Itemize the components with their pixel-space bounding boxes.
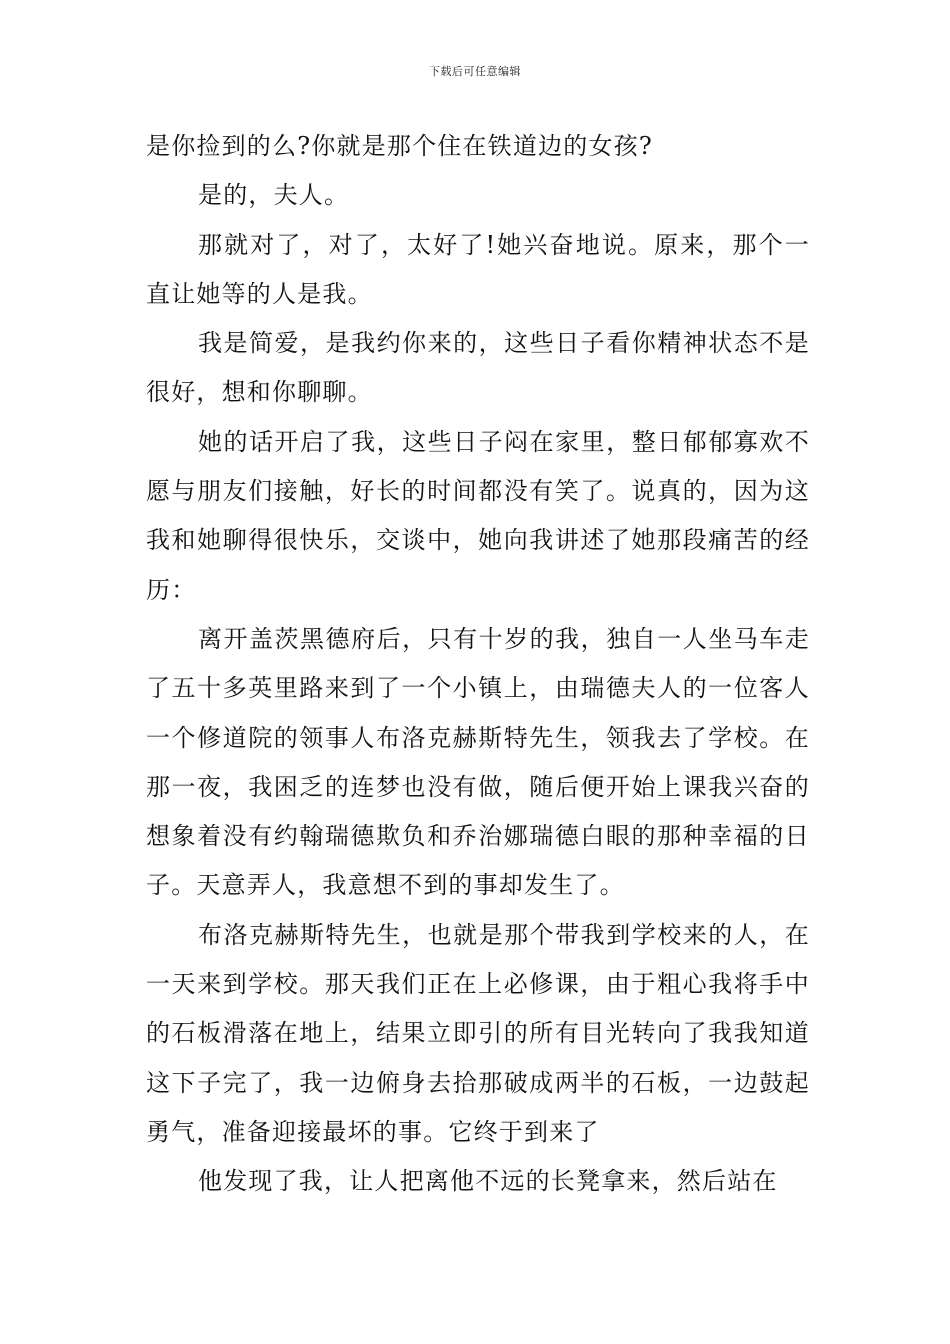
paragraph: 那就对了，对了，太好了!她兴奋地说。原来，那个一直让她等的人是我。 <box>146 230 810 308</box>
paragraph: 布洛克赫斯特先生，也就是那个带我到学校来的人，在一天来到学校。那天我们正在上必修课，由于粗心我将手中的石板滑落在地上，结果立即引的所有目光转向了我我知道这下子完了，我一边俯身去拾那破成两半的石板，一边鼓起勇气，准备迎接最坏的事。它终于到来了 <box>146 920 810 1146</box>
paragraph-continuation: 是你捡到的么?你就是那个住在铁道边的女孩? <box>146 132 653 160</box>
paragraph: 她的话开启了我，这些日子闷在家里，整日郁郁寡欢不愿与朋友们接触，好长的时间都没有笑了。说真的，因为这我和她聊得很快乐，交谈中，她向我讲述了她那段痛苦的经历： <box>146 427 810 604</box>
paragraph: 离开盖茨黑德府后，只有十岁的我，独自一人坐马车走了五十多英里路来到了一个小镇上，由瑞德夫人的一位客人一个修道院的领事人布洛克赫斯特先生，领我去了学校。在那一夜，我困乏的连梦也没有做，随后便开始上课我兴奋的想象着没有约翰瑞德欺负和乔治娜瑞德白眼的那种幸福的日子。天意弄人，我意想不到的事却发生了。 <box>146 624 810 900</box>
page-header: 下载后可任意编辑 <box>429 65 521 78</box>
paragraph: 我是简爱，是我约你来的，这些日子看你精神状态不是很好，想和你聊聊。 <box>146 329 810 407</box>
body-text <box>146 122 810 1207</box>
paragraph: 是的，夫人。 <box>198 181 350 210</box>
paragraph: 他发现了我，让人把离他不远的长凳拿来，然后站在 <box>198 1167 778 1196</box>
